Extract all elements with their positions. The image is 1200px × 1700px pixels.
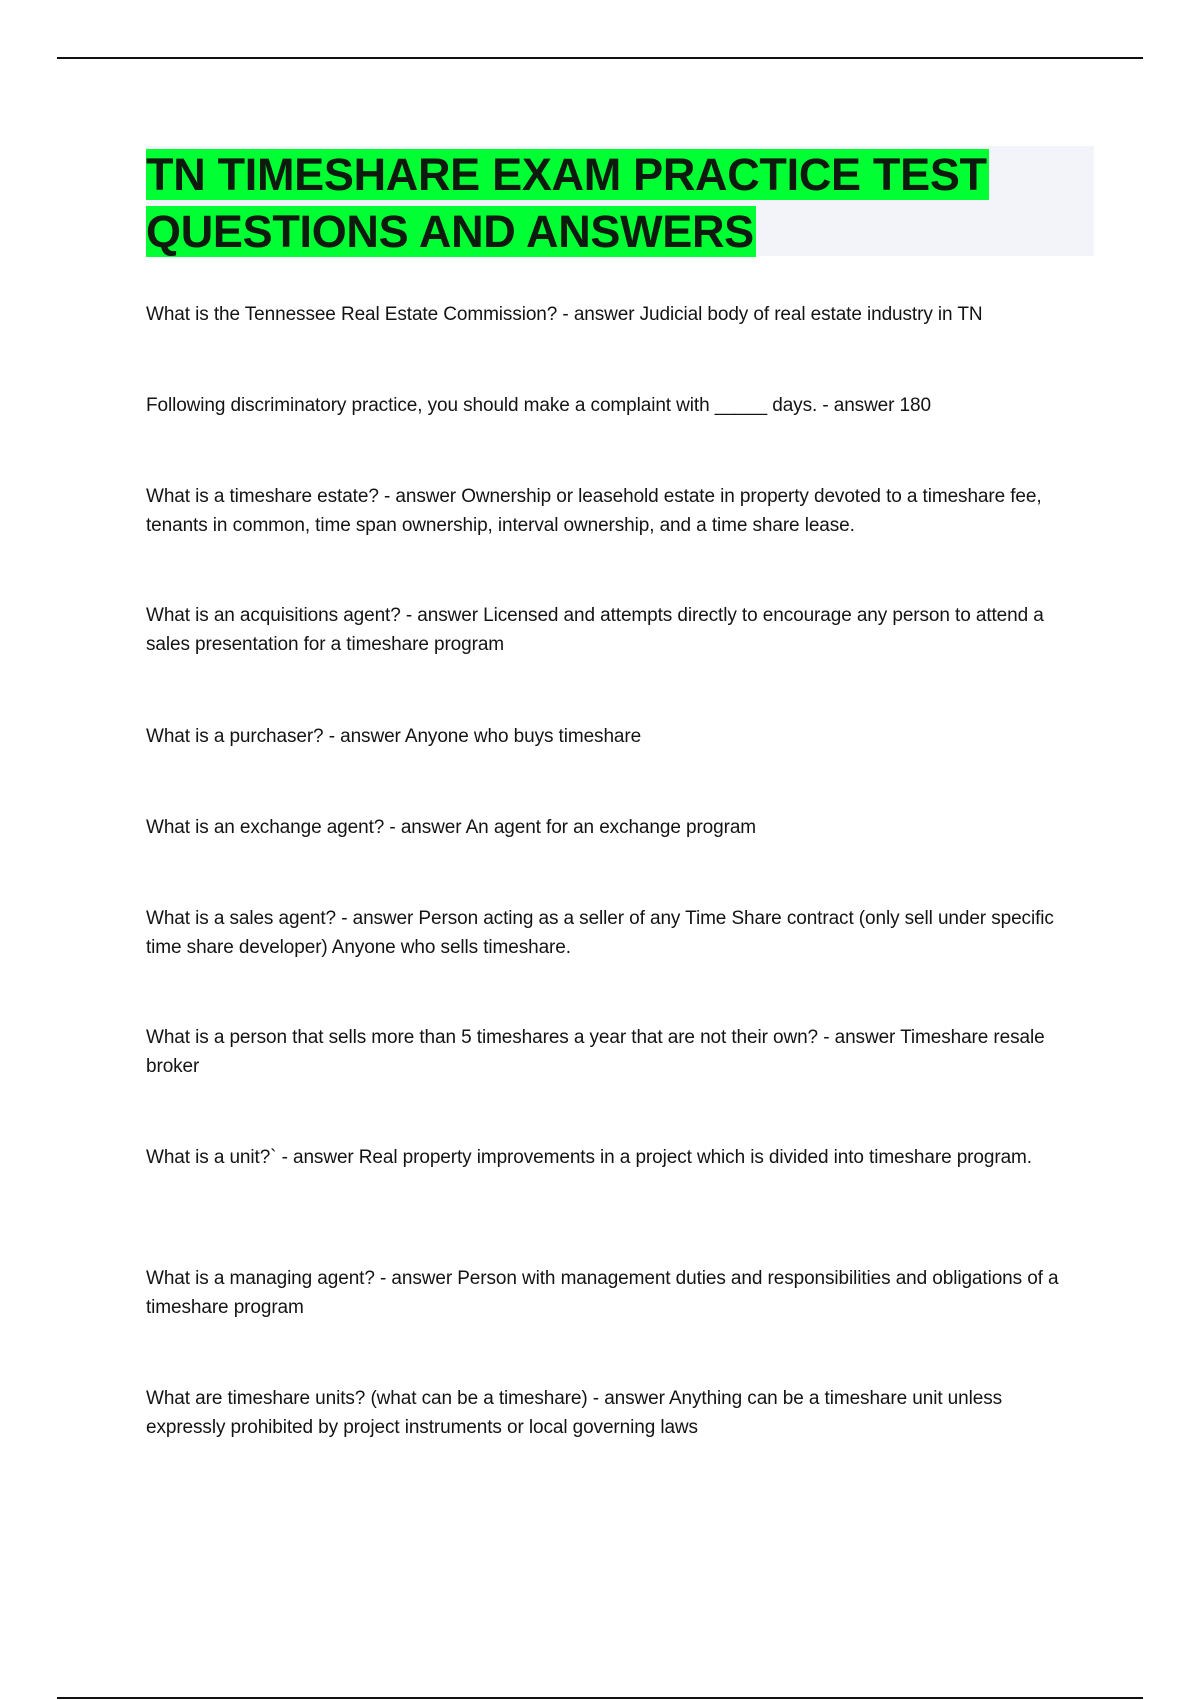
top-rule xyxy=(57,57,1143,59)
qa-item: What is a sales agent? - answer Person acting as a seller of any Time Share contract (only sell under specific time share developer) Anyone who sells timeshare. xyxy=(146,908,1054,958)
qa-item: What is a purchaser? - answer Anyone who buys timeshare xyxy=(146,726,642,747)
title-line-1: TN TIMESHARE EXAM PRACTICE TEST xyxy=(146,149,987,200)
qa-item: What is a unit?` - answer Real property improvements in a project which is divided into timeshare program. xyxy=(146,1147,1032,1168)
qa-item: What are timeshare units? (what can be a timeshare) - answer Anything can be a timeshare unit unless expressly prohibited by project instruments or local governing laws xyxy=(146,1388,1002,1438)
qa-item: What is a person that sells more than 5 timeshares a year that are not their own? - answer Timeshare resale broker xyxy=(146,1027,1045,1077)
qa-item: What is an exchange agent? - answer An agent for an exchange program xyxy=(146,817,757,838)
qa-item: What is a timeshare estate? - answer Ownership or leasehold estate in property devoted to a timeshare fee, tenants in common, time span ownership, interval ownership, and a time share lease. xyxy=(146,486,1042,536)
title-block xyxy=(146,146,1094,256)
title-line-2: QUESTIONS AND ANSWERS xyxy=(146,206,754,257)
document-title xyxy=(146,146,1071,260)
qa-item: What is a managing agent? - answer Person with management duties and responsibilities and obligations of a timeshare program xyxy=(146,1268,1059,1318)
qa-item: Following discriminatory practice, you should make a complaint with _____ days. - answer 180 xyxy=(146,395,931,416)
qa-item: What is the Tennessee Real Estate Commission? - answer Judicial body of real estate industry in TN xyxy=(146,304,983,325)
qa-item: What is an acquisitions agent? - answer Licensed and attempts directly to encourage any person to attend a sales presentation for a timeshare program xyxy=(146,605,1044,655)
bottom-rule xyxy=(57,1697,1143,1699)
